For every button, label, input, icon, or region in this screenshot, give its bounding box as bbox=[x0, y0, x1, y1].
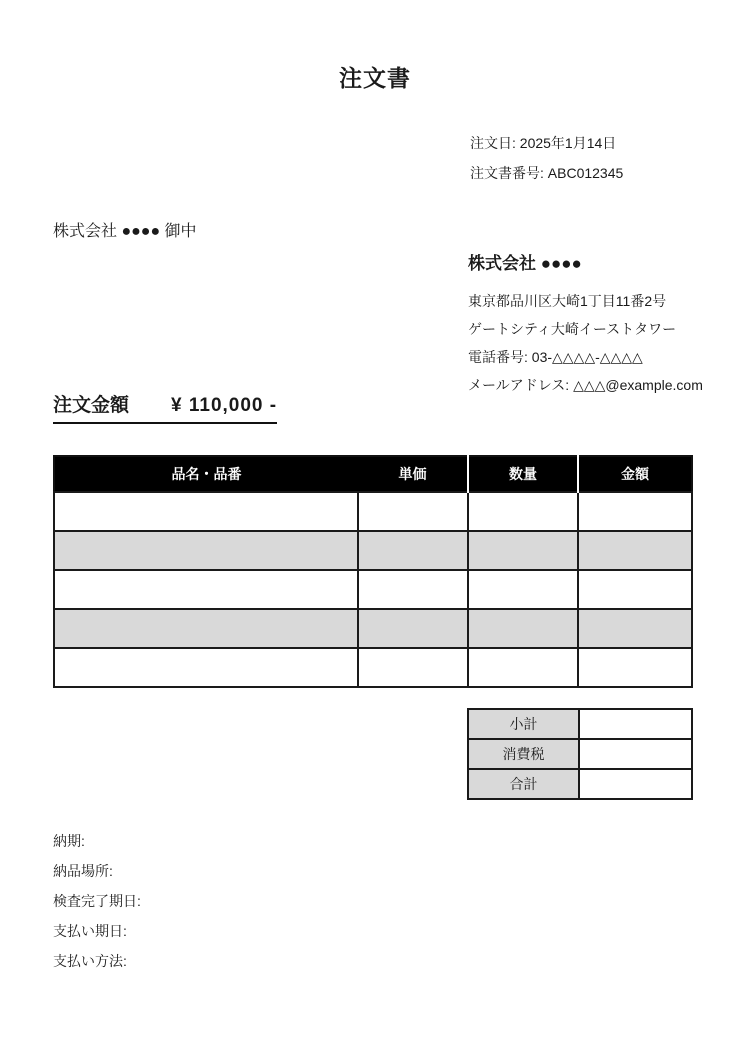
sender-email-line bbox=[468, 371, 703, 399]
sender-info bbox=[468, 249, 703, 399]
sender-phone-value: 03-△△△△-△△△△ bbox=[531, 349, 643, 365]
item-cell-name bbox=[54, 531, 358, 570]
sender-phone-line bbox=[468, 343, 703, 371]
item-cell-amount bbox=[578, 609, 692, 648]
term-payment-deadline: 支払い期日: bbox=[53, 923, 127, 939]
order-date-line bbox=[470, 128, 623, 158]
page-title: 注文書 bbox=[339, 65, 411, 91]
order-amount-line bbox=[53, 390, 277, 424]
order-amount-label: 注文金額 bbox=[53, 395, 130, 416]
item-cell-quantity bbox=[468, 648, 578, 687]
term-delivery-place: 納品場所: bbox=[53, 863, 113, 879]
summary-row-subtotal bbox=[468, 709, 692, 739]
item-cell-unit-price bbox=[358, 609, 468, 648]
item-cell-unit-price bbox=[358, 570, 468, 609]
total-label: 合計 bbox=[468, 769, 579, 799]
item-cell-amount bbox=[578, 570, 692, 609]
order-number-line bbox=[470, 158, 623, 188]
item-cell-name bbox=[54, 570, 358, 609]
terms-section bbox=[53, 826, 141, 976]
item-cell-name bbox=[54, 609, 358, 648]
item-cell-amount bbox=[578, 648, 692, 687]
subtotal-value bbox=[579, 709, 692, 739]
summary-row-total bbox=[468, 769, 692, 799]
column-header-item-name: 品名・品番 bbox=[54, 456, 358, 492]
term-inspection-deadline: 検査完了期日: bbox=[53, 893, 141, 909]
item-cell-name bbox=[54, 492, 358, 531]
item-cell-unit-price bbox=[358, 492, 468, 531]
order-number-value: ABC012345 bbox=[547, 165, 624, 181]
item-cell-unit-price bbox=[358, 531, 468, 570]
order-date-label: 注文日: bbox=[470, 135, 520, 151]
recipient-name: 株式会社 ●●●● 御中 bbox=[53, 223, 197, 240]
column-header-quantity: 数量 bbox=[468, 456, 578, 492]
order-meta bbox=[470, 128, 623, 188]
column-header-unit-price: 単価 bbox=[358, 456, 468, 492]
item-cell-quantity bbox=[468, 492, 578, 531]
column-header-amount: 金額 bbox=[578, 456, 692, 492]
term-payment-method: 支払い方法: bbox=[53, 953, 127, 969]
item-cell-amount bbox=[578, 492, 692, 531]
item-row bbox=[54, 492, 692, 531]
subtotal-label: 小計 bbox=[468, 709, 579, 739]
item-cell-quantity bbox=[468, 570, 578, 609]
sender-email-value: △△△@example.com bbox=[573, 377, 703, 393]
item-row bbox=[54, 531, 692, 570]
order-date-value: 2025年1月14日 bbox=[519, 135, 617, 151]
item-row bbox=[54, 648, 692, 687]
summary-table bbox=[467, 708, 693, 800]
item-cell-quantity bbox=[468, 609, 578, 648]
total-value bbox=[579, 769, 692, 799]
sender-address-line2: ゲートシティ大崎イーストタワー bbox=[468, 321, 677, 337]
sender-address-line1: 東京都品川区大崎1丁目11番2号 bbox=[468, 293, 667, 309]
items-table bbox=[53, 455, 693, 688]
tax-value bbox=[579, 739, 692, 769]
sender-phone-label: 電話番号: bbox=[468, 349, 532, 365]
items-table-header-row bbox=[54, 456, 692, 492]
order-number-label: 注文書番号: bbox=[470, 165, 548, 181]
order-amount-value: ¥ 110,000 - bbox=[171, 395, 278, 416]
summary-row-tax bbox=[468, 739, 692, 769]
item-cell-amount bbox=[578, 531, 692, 570]
item-row bbox=[54, 570, 692, 609]
sender-email-label: メールアドレス: bbox=[468, 377, 574, 393]
item-row bbox=[54, 609, 692, 648]
sender-company-name: 株式会社 ●●●● bbox=[468, 254, 582, 273]
term-delivery-date: 納期: bbox=[53, 833, 85, 849]
item-cell-name bbox=[54, 648, 358, 687]
tax-label: 消費税 bbox=[468, 739, 579, 769]
item-cell-unit-price bbox=[358, 648, 468, 687]
item-cell-quantity bbox=[468, 531, 578, 570]
